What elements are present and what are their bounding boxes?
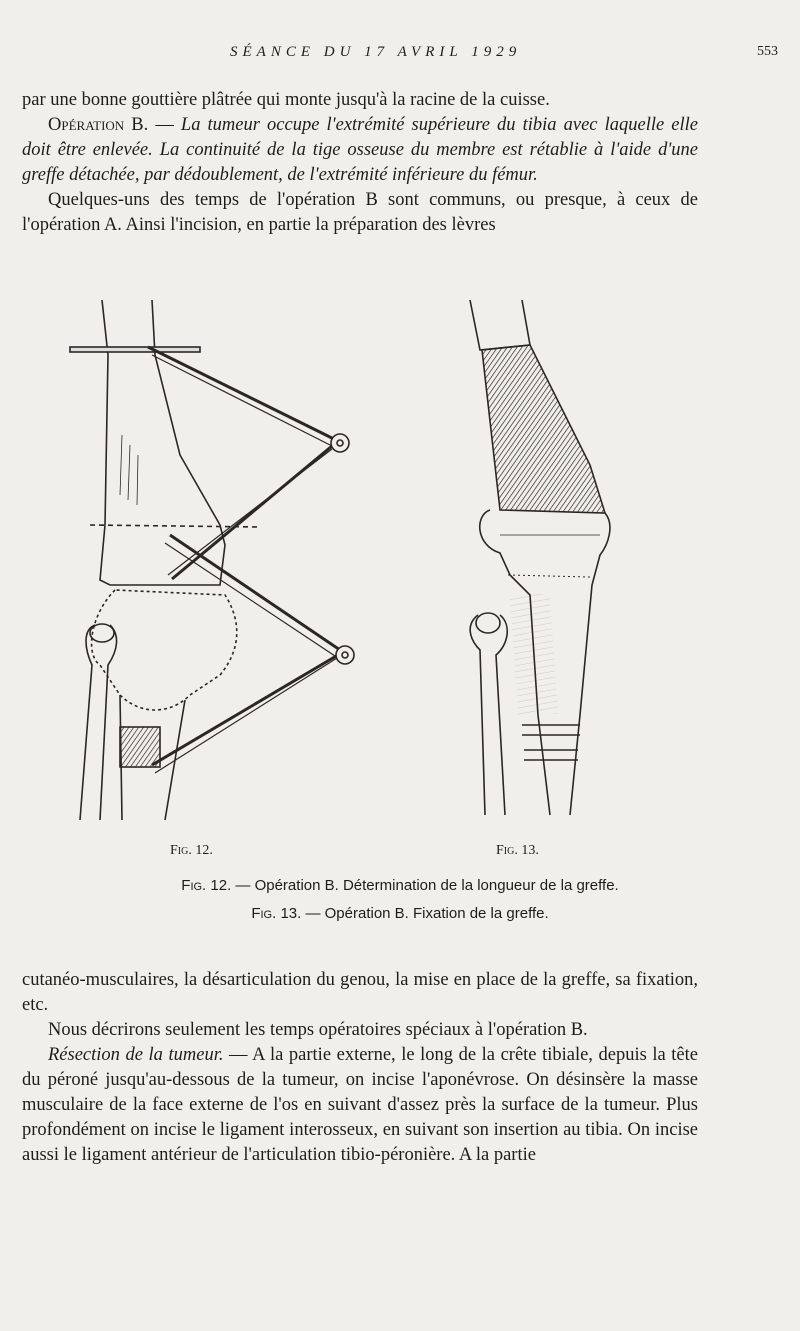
figure-13-caption <box>0 905 800 922</box>
caption-1-fig: Fig. 12. <box>181 877 232 894</box>
section-heading-resection: Résection de la tumeur. <box>48 1045 224 1065</box>
top-text-block <box>22 88 698 238</box>
paragraph-common-steps: Quelques-uns des temps de l'opération B sont communs, ou presque, à ceux de l'opération A. Ainsi l'incision, en partie la préparation des lèvres <box>22 190 698 235</box>
paragraph-steps-list: cutanéo-musculaires, la désarticulation du genou, la mise en place de la greffe, sa fixation, etc. <box>22 970 698 1015</box>
figure-13-label: Fig. 13. <box>496 843 539 858</box>
page-number: 553 <box>757 44 778 59</box>
caption-1-text: — Opération B. Détermination de la longueur de la greffe. <box>231 877 619 894</box>
figure-illustrations <box>60 295 640 860</box>
figure-12-drawing <box>70 300 354 820</box>
caption-2-fig: Fig. 13. <box>251 905 302 922</box>
figure-12-caption <box>0 877 800 894</box>
running-title: SÉANCE DU 17 AVRIL 1929 <box>230 44 522 60</box>
caption-2-text: — Opération B. Fixation de la greffe. <box>301 905 549 922</box>
operation-dash: — <box>148 115 181 135</box>
operation-label: Opération B. <box>48 115 149 135</box>
figure-12-label: Fig. 12. <box>170 843 213 858</box>
resection-text: — A la partie externe, le long de la crête tibiale, depuis la tête du péroné jusqu'au-dessous de la tumeur, on incise l'aponévrose. On désinsère la masse musculaire de la face externe de l'os en suivant d'assez près la surface de la tumeur. Plus profondément on incise le ligament interosseux, en suivant son insertion au tibia. On incise aussi le ligament antérieur de l'articulation tibio-péronière. A la partie <box>22 1045 698 1165</box>
operation-description: La tumeur occupe l'extrémité supérieure du tibia avec laquelle elle doit être enlevée. La continuité de la tige osseuse du membre est rétablie à l'aide d'une greffe détachée, par dédoublement, de l'extrémité inférieure du fémur. <box>22 115 698 185</box>
figure-13-drawing <box>470 300 610 815</box>
paragraph-special-steps: Nous décrirons seulement les temps opératoires spéciaux à l'opération B. <box>48 1020 588 1040</box>
running-head <box>0 44 800 68</box>
bottom-text-block <box>22 968 698 1168</box>
paragraph-operation-b <box>22 113 698 188</box>
paragraph-resection <box>22 1043 698 1168</box>
paragraph-continuation: par une bonne gouttière plâtrée qui monte jusqu'à la racine de la cuisse. <box>22 90 550 110</box>
